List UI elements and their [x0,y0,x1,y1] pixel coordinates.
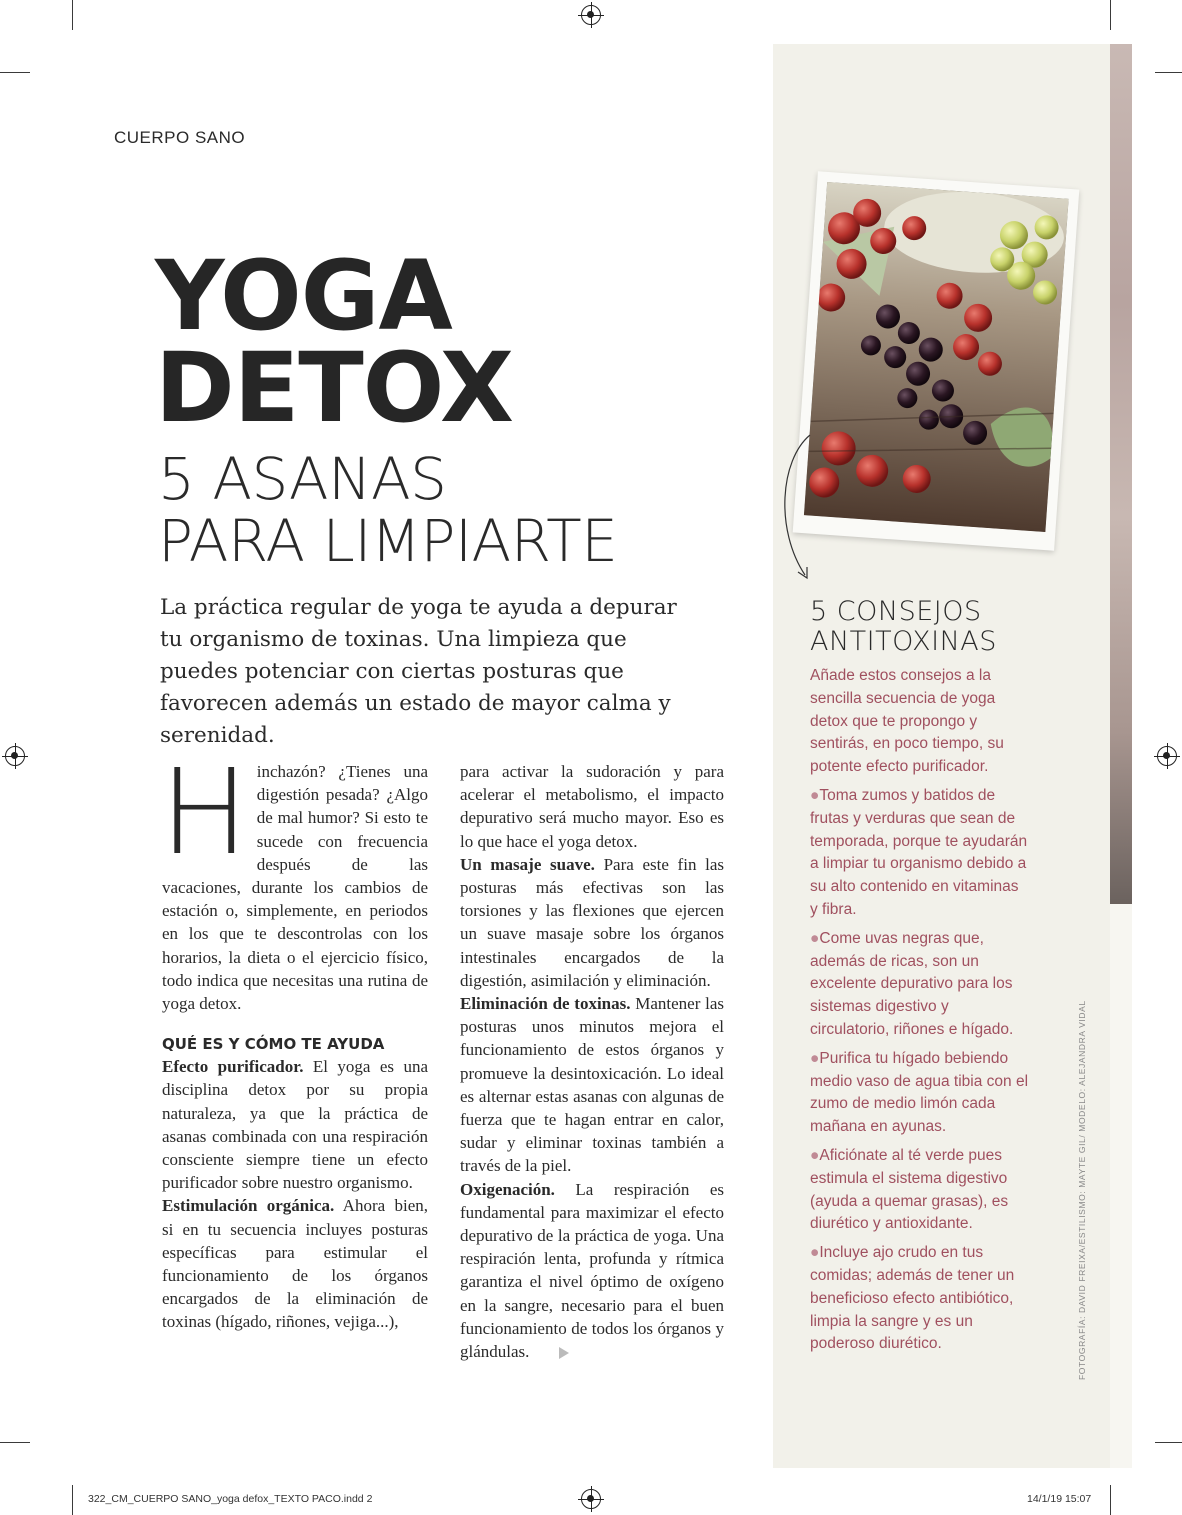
paragraph-lead: Un masaje suave. [460,854,595,874]
paragraph-text: Para este fin las posturas más efectivas son las torsiones y las flexiones que ejercen un suave masaje sobre los órganos intestinales encargados de la digestión, asimilación y eliminación. [460,854,724,990]
bullet-icon: ● [810,1146,820,1164]
crop-mark [1110,0,1111,30]
bullet-icon: ● [810,786,820,804]
article-paragraph [460,853,724,992]
paragraph-text: La respiración es fundamental para maximizar el efecto depurativo de la práctica de yoga. Una respiración lenta, profunda y rítmica garantiza el nivel óptimo de oxígeno en la sangre, necesario para el buen funcionamiento de todos los órganos y glándulas. [460,1179,724,1362]
grapes-illustration [804,182,1069,532]
tip-item [810,785,1030,922]
headline-line: DETOX [155,332,513,444]
photo-credit-text: FOTOGRAFÍA: DAVID FREIXA/ESTILISMO: MAYTE GIL/ MODELO: ALEJANDRA VIDAL [1077,1000,1087,1380]
page-edge [1110,904,1132,1468]
paragraph-lead: Efecto purificador. [162,1057,304,1077]
article-paragraph [460,992,724,1178]
intro-paragraph: La práctica regular de yoga te ayuda a depurar tu organismo de toxinas. Una limpieza que puedes potenciar con ciertas posturas que favorecen además un estado de mayor calma y serenidad. [160,595,677,748]
file-slug: 322_CM_CUERPO SANO_yoga defox_TEXTO PACO.indd 2 [88,1493,373,1505]
headline-line: YOGA [155,240,452,352]
bullet-icon: ● [810,929,820,947]
sidebar-title-line: ANTITOXINAS [810,626,997,657]
headline [155,240,513,444]
sidebar-title-line: 5 CONSEJOS [810,596,982,627]
article-paragraph: para activar la sudoración y para acelerar el metabolismo, el impacto depurativo será mucho mayor. Eso es lo que hace el yoga detox. [460,762,724,851]
crop-mark [72,0,73,30]
sidebar-intro: Añade estos consejos a la sencilla secuencia de yoga detox que te propongo y sentirás, en poco tiempo, su potente efecto purificador. [810,667,1004,776]
photo-credit [1067,1000,1087,1390]
sidebar-body [810,665,1030,1362]
sidebar-title [810,597,997,657]
paragraph-text: El yoga es una disciplina detox por su propia naturaleza, ya que la práctica de asanas combinada con una respiración consciente siempre tiene un efecto purificador sobre nuestro organismo. [162,1057,428,1193]
file-date: 14/1/19 15:07 [1027,1493,1092,1505]
paragraph-lead: Eliminación de toxinas. [460,994,631,1014]
subheadline [158,445,618,575]
article-paragraph [162,1194,428,1333]
drop-cap: H [160,743,249,881]
grapes-photo [793,171,1080,550]
tip-text: Toma zumos y batidos de frutas y verduras que sean de temporada, porque te ayudarán a limpiar tu organismo debido a su alto contenido en vitaminas y fibra. [810,786,1028,918]
article-column-2 [460,760,724,1363]
continue-arrow-icon [559,1347,569,1359]
grapes-image [804,182,1069,532]
bullet-icon: ● [810,1049,820,1067]
article-paragraph: inchazón? ¿Tienes una digestión pesada? ¿Algo de mal humor? Si esto te sucede con frecuencia después de las vacaciones, durante los cambios de estación o, simplemente, en periodos en los que te descontrolas con los horarios, la dieta o el ejercicio físico, todo indica que necesitas una rutina de yoga detox. [162,762,428,1014]
tip-item [810,1242,1030,1356]
tip-item [810,928,1030,1042]
paragraph-lead: Oxigenación. [460,1179,555,1199]
registration-mark-icon [5,746,25,766]
paragraph-text: Mantener las posturas unos minutos mejora el funcionamiento de estos órganos y promueve la desintoxicación. Lo ideal es alternar estas asanas con algunas de fuerza que te hagan entrar en calor, sudar y eliminar toxinas también a través de la piel. [460,994,724,1176]
crop-mark [1155,1442,1182,1443]
crop-mark [0,1442,30,1443]
article-paragraph [162,1055,428,1194]
subheadline-line: PARA LIMPIARTE [158,507,618,575]
registration-mark-icon [581,1489,601,1509]
curved-arrow-icon [770,430,820,590]
tip-text: Purifica tu hígado bebiendo medio vaso de agua tibia con el zumo de medio limón cada mañana en ayunas. [810,1049,1029,1136]
registration-mark-icon [581,5,601,25]
paragraph-lead: Estimulación orgánica. [162,1196,335,1216]
tip-item [810,1145,1030,1236]
section-label: CUERPO SANO [114,128,246,147]
tip-item [810,1048,1030,1139]
article-column-1 [160,743,428,1334]
tip-text: Aficiónate al té verde pues estimula el sistema digestivo (ayuda a quemar grasas), es diurético y antioxidante. [810,1146,1009,1233]
tip-text: Incluye ajo crudo en tus comidas; además de tener un beneficioso efecto antibiótico, limpia la sangre y es un poderoso diurético. [810,1244,1015,1353]
registration-mark-icon [1157,746,1177,766]
bullet-icon: ● [810,1244,820,1262]
next-page-photo-edge [1110,44,1132,904]
crop-mark [72,1485,73,1515]
article-paragraph [460,1178,724,1364]
article-subheading: QUÉ ES Y CÓMO TE AYUDA [162,1035,385,1054]
tip-text: Come uvas negras que, además de ricas, son un excelente depurativo para los sistemas digestivo y circulatorio, riñones e hígado. [810,929,1014,1038]
crop-mark [1155,72,1182,73]
subheadline-line: 5 ASANAS [158,445,447,513]
paragraph-text: Ahora bien, si en tu secuencia incluyes posturas específicas para estimular el funcionamiento de los órganos encargados de la eliminación de toxinas (hígado, riñones, vejiga...), [162,1196,428,1332]
crop-mark [0,72,30,73]
crop-mark [1110,1485,1111,1515]
